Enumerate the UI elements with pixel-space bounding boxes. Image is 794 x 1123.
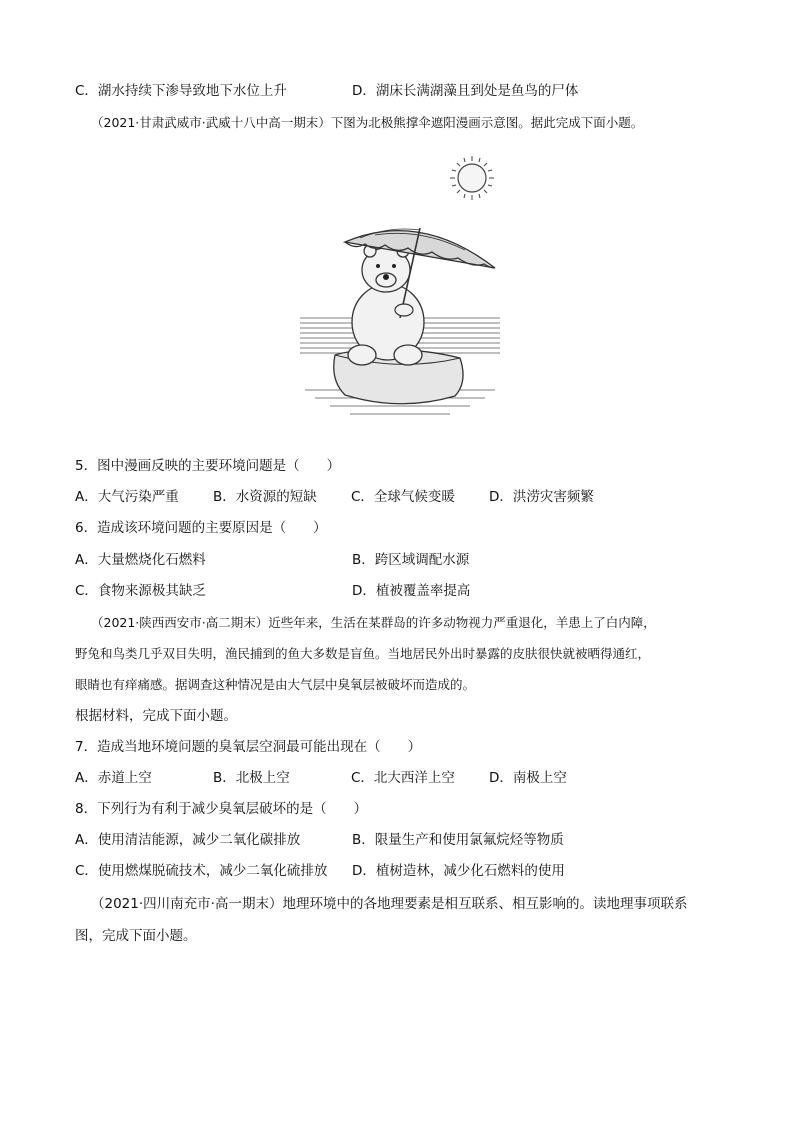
q7-option-b: B．北极上空 (213, 770, 290, 786)
intro-2-source: （2021·陕西西安市·高二期末） (91, 615, 269, 630)
intro-2-text-1: 近些年来，生活在某群岛的许多动物视力严重退化，羊患上了白内障， (268, 615, 656, 630)
intro-1-source: （2021·甘肃武威市·武威十八中高一期末） (91, 115, 331, 130)
q5-option-b: B．水资源的短缺 (213, 489, 317, 505)
q7-stem: 7．造成当地环境问题的臭氧层空洞最可能出现在（ ） (75, 739, 422, 755)
q5-option-c: C．全球气候变暖 (351, 489, 455, 505)
q5-option-a: A．大气污染严重 (75, 489, 179, 505)
intro-3-line-1: （2021·四川南充市·高一期末）地理环境中的各地理要素是相互联系、相互影响的。读地理事项联系 (91, 896, 688, 912)
q6-option-b: B．跨区域调配水源 (352, 552, 470, 568)
q8-option-b: B．限量生产和使用氯氟烷烃等物质 (352, 832, 564, 848)
intro-1 (91, 114, 643, 132)
q6-option-d: D．植被覆盖率提高 (352, 583, 471, 599)
q8-stem: 8．下列行为有利于减少臭氧层破坏的是（ ） (75, 801, 368, 817)
intro-2-line-2: 野兔和鸟类几乎双目失明，渔民捕到的鱼大多数是盲鱼。当地居民外出时暴露的皮肤很快就被晒得通红， (75, 646, 651, 661)
q4-option-c: C．湖水持续下渗导致地下水位上升 (75, 83, 287, 99)
q8-option-a: A．使用清洁能源，减少二氧化碳排放 (75, 832, 301, 848)
q5-stem: 5．图中漫画反映的主要环境问题是（ ） (75, 458, 341, 474)
q8-option-d: D．植树造林，减少化石燃料的使用 (352, 863, 565, 879)
q6-option-a: A．大量燃烧化石燃料 (75, 552, 206, 568)
q5-option-d: D．洪涝灾害频繁 (489, 489, 594, 505)
q7-option-c: C．北大西洋上空 (351, 770, 455, 786)
q7-option-a: A．赤道上空 (75, 770, 152, 786)
polar-bear-umbrella-cartoon (300, 150, 500, 428)
q6-option-c: C．食物来源极其缺乏 (75, 583, 206, 599)
q8-option-c: C．使用燃煤脱硫技术，减少二氧化硫排放 (75, 863, 328, 879)
intro-2-line-4: 根据材料，完成下面小题。 (75, 708, 237, 724)
q7-option-d: D．南极上空 (489, 770, 567, 786)
intro-3-line-2: 图，完成下面小题。 (75, 928, 197, 944)
sun-icon (450, 156, 494, 200)
intro-2-line-1 (91, 614, 656, 632)
q4-option-d: D．湖床长满湖藻且到处是鱼鸟的尸体 (352, 83, 579, 99)
intro-2-line-3: 眼睛也有痒痛感。据调查这种情况是由大气层中臭氧层被破坏而造成的。 (75, 677, 476, 692)
intro-1-text: 下图为北极熊撑伞遮阳漫画示意图。据此完成下面小题。 (330, 115, 644, 130)
q6-stem: 6．造成该环境问题的主要原因是（ ） (75, 520, 327, 536)
